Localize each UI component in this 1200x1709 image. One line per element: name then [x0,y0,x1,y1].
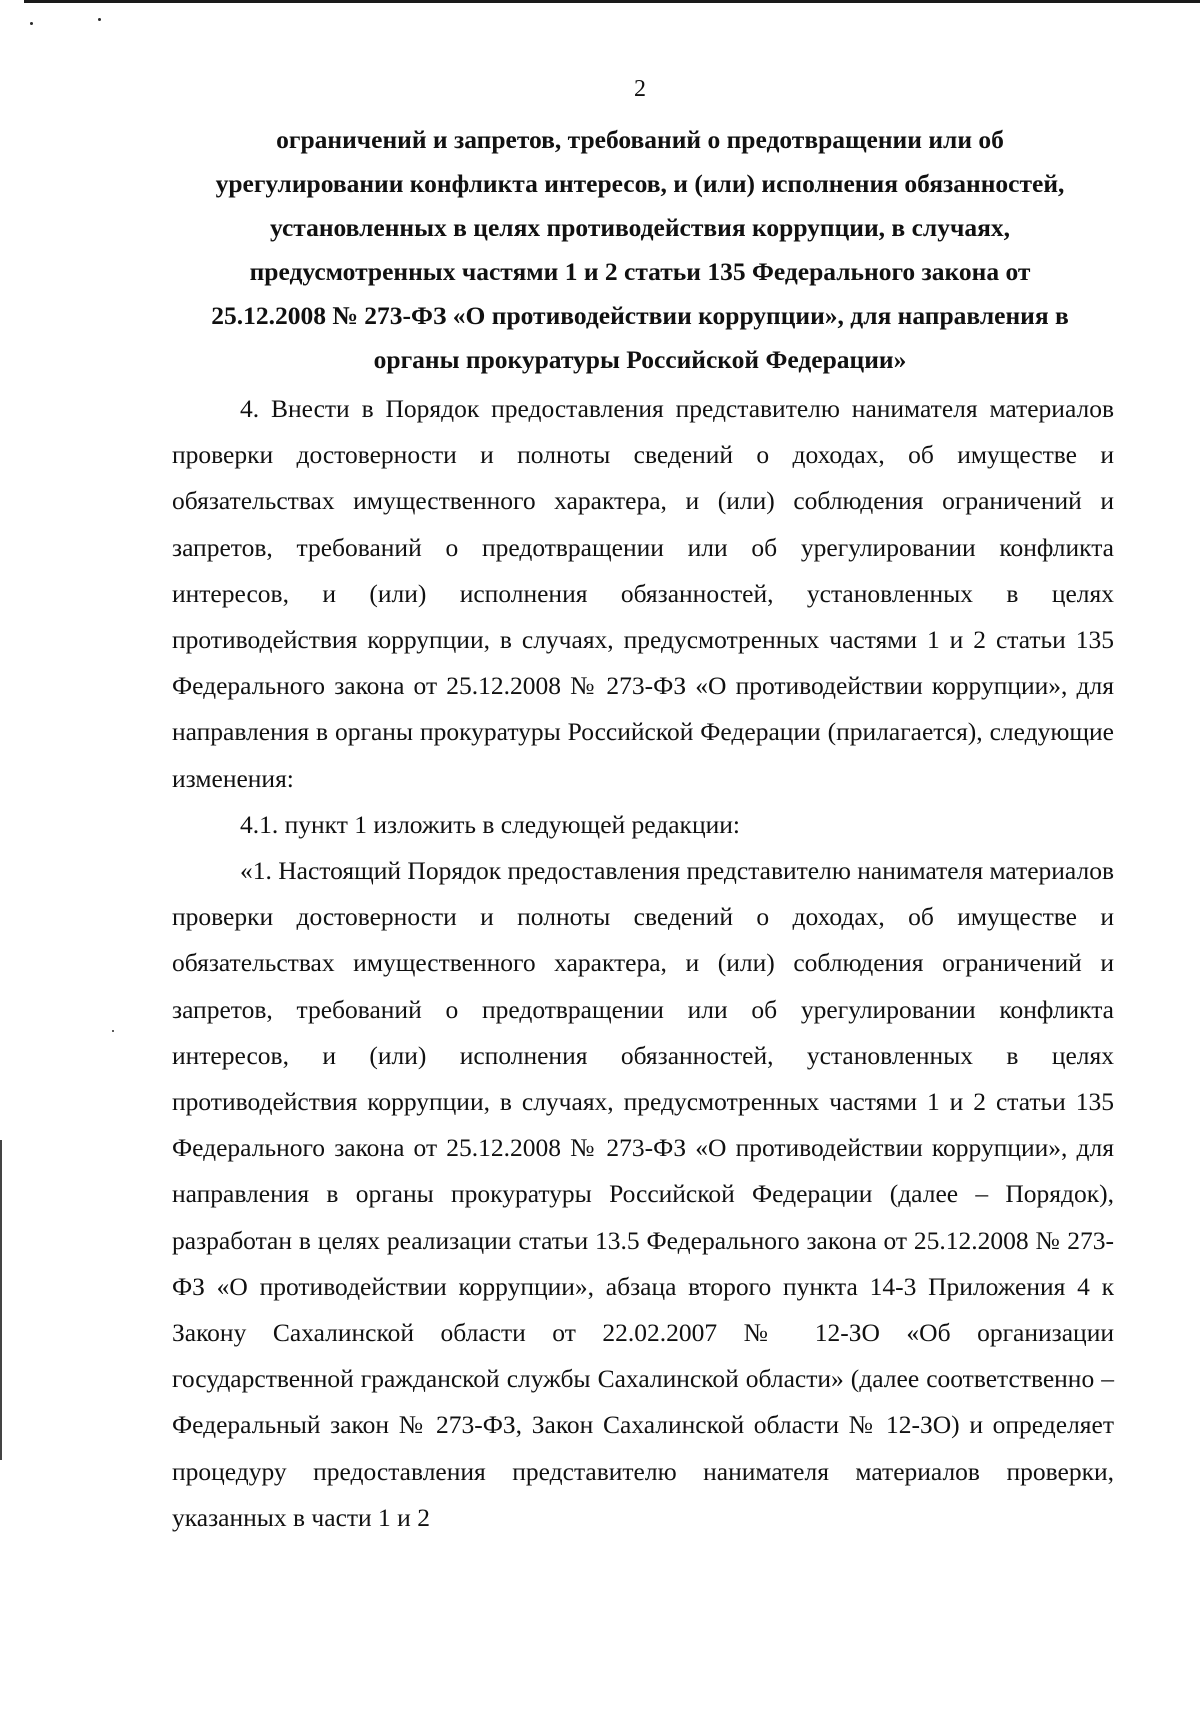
scan-top-border [24,0,1200,3]
scan-edge-line [0,1140,2,1460]
paragraph-item-4-1: 4.1. пункт 1 изложить в следующей редакции: [240,809,740,839]
document-heading [165,118,1115,382]
scan-speck [30,22,33,25]
document-body [172,386,1114,1541]
page-number: 2 [634,76,646,102]
paragraph-item-4: 4. Внести в Порядок предоставления представителю нанимателя материалов проверки достоверности и полноты сведений о доходах, об имуществе и обязательствах имущественного характера, и (или) соблюдения ограничений и запретов, требований о предотвращении или об урегулировании конфликта интересов, и (или) исполнения обязанностей, установленных в целях противодействия коррупции, в случаях, предусмотренных частями 1 и 2 статьи 135 Федерального закона от 25.12.2008 № 273-ФЗ «О противодействии коррупции», для направления в органы прокуратуры Российской Федерации (прилагается), следующие изменения: [172,394,1114,793]
heading-line: 25.12.2008 № 273-ФЗ «О противодействии коррупции», для направления в [211,301,1069,330]
heading-line: установленных в целях противодействия коррупции, в случаях, [269,213,1011,242]
heading-line: ограничений и запретов, требований о предотвращении или об [276,125,1004,154]
heading-line: предусмотренных частями 1 и 2 статьи 135 Федерального закона от [249,257,1031,286]
heading-line: органы прокуратуры Российской Федерации» [373,345,907,374]
scan-speck [112,1030,114,1032]
paragraph-quoted-clause-1: «1. Настоящий Порядок предоставления представителю нанимателя материалов проверки достоверности и полноты сведений о доходах, об имуществе и обязательствах имущественного характера, и (или) соблюдения ограничений и запретов, требований о предотвращении или об урегулировании конфликта интересов, и (или) исполнения обязанностей, установленных в целях противодействия коррупции, в случаях, предусмотренных частями 1 и 2 статьи 135 Федерального закона от 25.12.2008 № 273-ФЗ «О противодействии коррупции», для направления в органы прокуратуры Российской Федерации (далее – Порядок), разработан в целях реализации статьи 13.5 Федерального закона от 25.12.2008 № 273-ФЗ «О противодействии коррупции», абзаца второго пункта 14-3 Приложения 4 к Закону Сахалинской области от 22.02.2007 № 12-ЗО «Об организации государственной гражданской службы Сахалинской области» (далее соответственно – Федеральный закон № 273-ФЗ, Закон Сахалинской области № 12-ЗО) и определяет процедуру предоставления представителю нанимателя материалов проверки, указанных в части 1 и 2 [172,856,1114,1532]
heading-line: урегулировании конфликта интересов, и (или) исполнения обязанностей, [215,169,1065,198]
scan-speck [98,18,101,21]
